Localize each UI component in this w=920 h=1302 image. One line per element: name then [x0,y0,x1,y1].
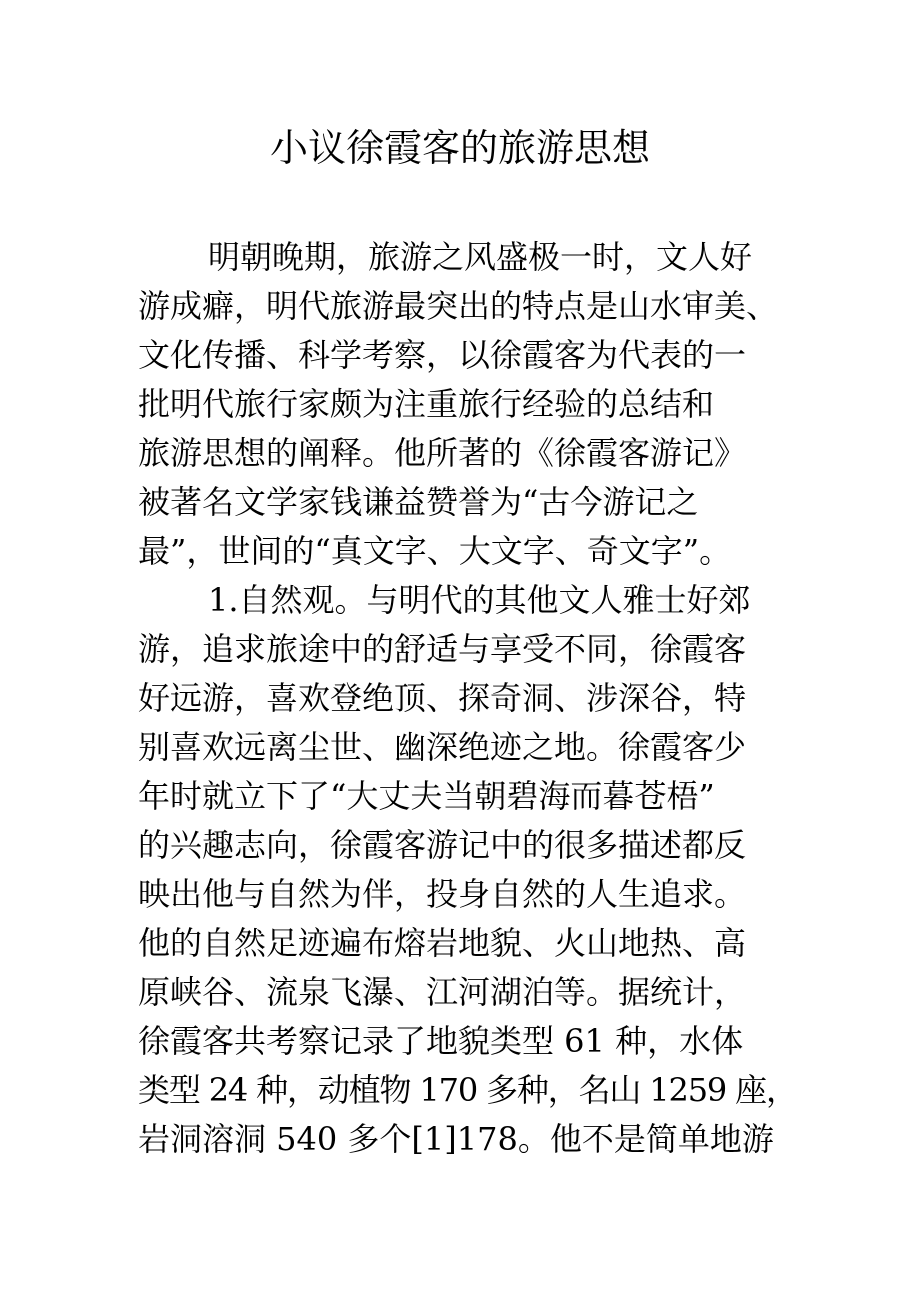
paragraph-2-line-6: 的兴趣志向，徐霞客游记中的很多描述都反 [138,826,747,864]
paragraph-1-line-2: 游成癖，明代旅游最突出的特点是山水审美、 [138,287,779,325]
paragraph-2-line-9: 原峡谷、流泉飞瀑、江河湖泊等。据统计， [138,973,747,1011]
paragraph-2-line-10: 徐霞客共考察记录了地貌类型 61 种，水体 [138,1022,744,1060]
paragraph-1-line-6: 被著名文学家钱谦益赞誉为“古今游记之 [138,483,699,521]
paragraph-1-line-7: 最”，世间的“真文字、大文字、奇文字”。 [138,532,732,570]
paragraph-2-line-3: 好远游，喜欢登绝顶、探奇洞、涉深谷，特 [138,679,747,717]
paragraph-2-line-7: 映出他与自然为伴，投身自然的人生追求。 [138,875,747,913]
paragraph-2-line-4: 别喜欢远离尘世、幽深绝迹之地。徐霞客少 [138,728,747,766]
paragraph-1-line-5: 旅游思想的阐释。他所著的《徐霞客游记》 [138,434,747,472]
paragraph-2-line-8: 他的自然足迹遍布熔岩地貌、火山地热、高 [138,924,747,962]
document-body [138,233,798,1164]
paragraph-2-line-11: 类型 24 种，动植物 170 多种，名山 1259 座， [138,1071,797,1109]
document-title: 小议徐霞客的旅游思想 [269,126,650,170]
paragraph-1-line-3: 文化传播、科学考察，以徐霞客为代表的一 [138,336,747,374]
paragraph-2-line-1: 1.自然观。与明代的其他文人雅士好郊 [208,581,751,619]
paragraph-2-line-12: 岩洞溶洞 540 多个[1]178。他不是简单地游 [138,1120,774,1158]
paragraph-1-line-1: 明朝晚期，旅游之风盛极一时，文人好 [208,238,753,276]
paragraph-1-line-4: 批明代旅行家颇为注重旅行经验的总结和 [138,385,715,423]
paragraph-2-line-2: 游，追求旅途中的舒适与享受不同，徐霞客 [138,630,747,668]
paragraph-2-line-5: 年时就立下了“大丈夫当朝碧海而暮苍梧” [138,777,715,815]
